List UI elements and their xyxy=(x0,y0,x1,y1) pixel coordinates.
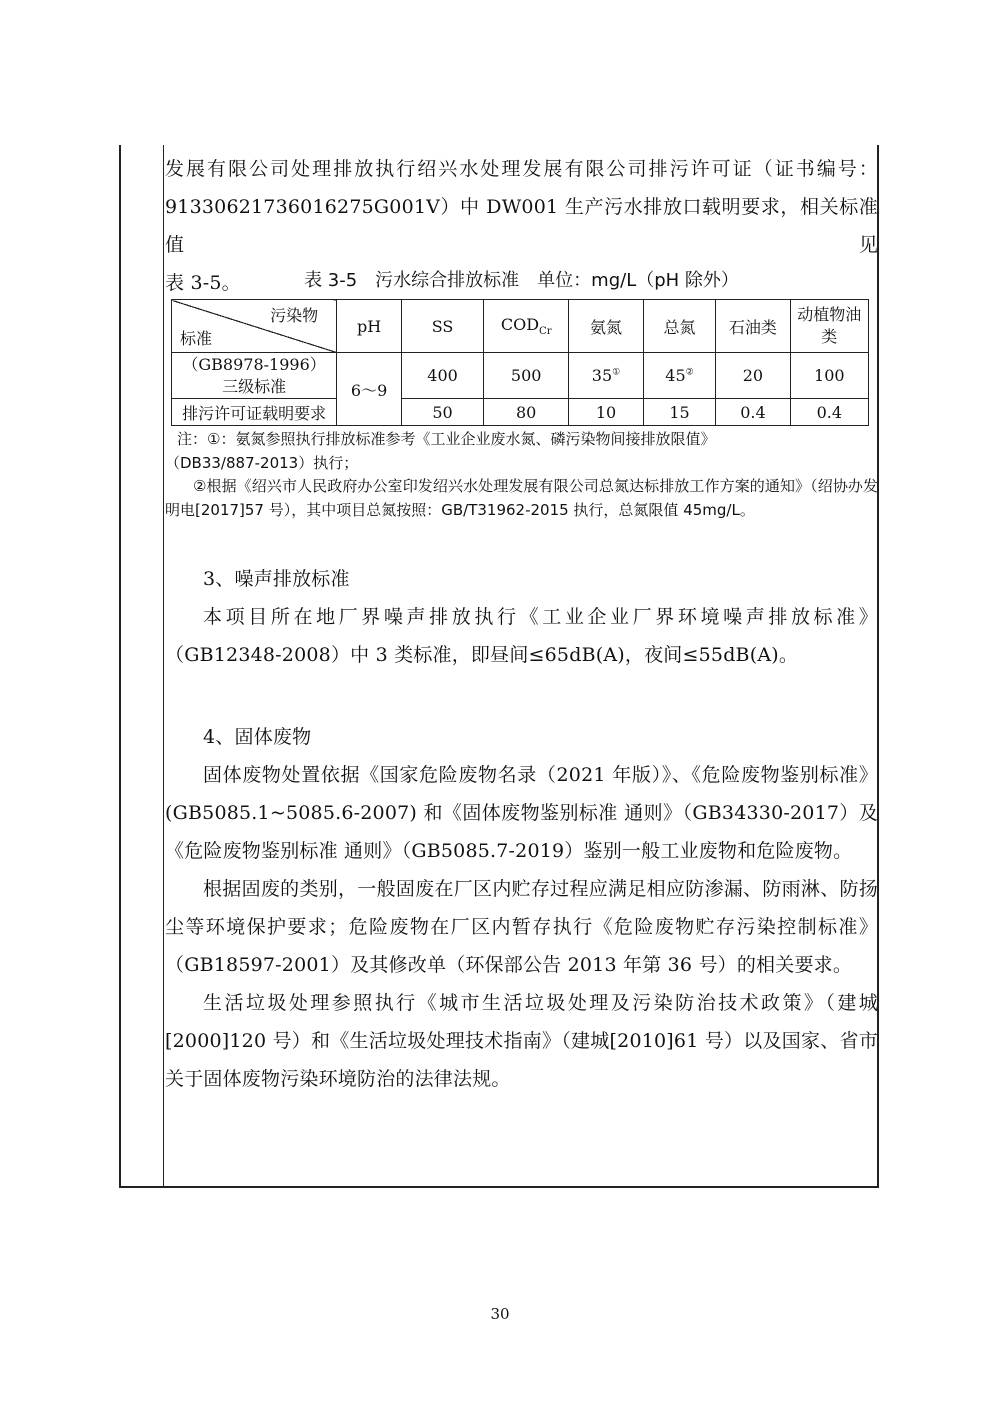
col-cod-label: COD xyxy=(500,314,540,334)
note-1-line-a: 注：①：氨氮参照执行排放标准参考《工业企业废水氮、磷污染物间接排放限值》 xyxy=(177,430,716,448)
note-2: ②根据《绍兴市人民政府办公室印发绍兴水处理发展有限公司总氮达标排放工作方案的通知》（绍协办发明电[2017]57 号），其中项目总氮按照：GB/T31962-2015 执行，总氮限值 45mg/L。 xyxy=(165,477,878,519)
section-solid-waste xyxy=(165,718,878,1098)
intro-line-2: 91330621736016275G001V）中 DW001 生产污水排放口载明要求，相关标准值见 xyxy=(165,196,878,256)
row-standard-name: 排污许可证载明要求 xyxy=(172,399,337,426)
section-4-para-2: 根据固废的类别，一般固废在厂区内贮存过程应满足相应防渗漏、防雨淋、防扬尘等环境保护要求；危险废物在厂区内暂存执行《危险废物贮存污染控制标准》（GB18597-2001）及其修改单（环保部公告 2013 年第 36 号）的相关要求。 xyxy=(165,878,878,976)
row-oil-value: 0.4 xyxy=(716,399,790,426)
section-4-para-3: 生活垃圾处理参照执行《城市生活垃圾处理及污染防治技术政策》（建城[2000]120 号）和《生活垃圾处理技术指南》（建城[2010]61 号）以及国家、省市关于固体废物污染环境防治的法律法规。 xyxy=(165,992,878,1090)
note-mark-1: ① xyxy=(612,367,621,378)
row-tn-value: 15 xyxy=(643,399,716,426)
col-ph: pH xyxy=(337,300,402,353)
wastewater-standard-table xyxy=(171,299,869,426)
section-noise xyxy=(165,560,878,674)
row-nh3-value xyxy=(569,353,643,399)
col-cod xyxy=(484,300,569,353)
col-oil: 石油类 xyxy=(716,300,790,353)
col-animal-oil: 动植物油类 xyxy=(790,300,868,353)
section-3-heading: 3、噪声排放标准 xyxy=(203,568,350,590)
col-cod-sub: Cr xyxy=(539,326,552,338)
col-nh3: 氨氮 xyxy=(569,300,643,353)
section-4-heading: 4、固体废物 xyxy=(203,726,312,748)
col-tn: 总氮 xyxy=(643,300,716,353)
row-ph-value: 6～9 xyxy=(337,353,402,426)
header-pollutant: 污染物 xyxy=(270,306,319,325)
diagonal-header-cell xyxy=(172,300,337,353)
intro-line-3: 表 3-5。 xyxy=(165,272,241,294)
page-number: 30 xyxy=(490,1305,510,1323)
table-notes xyxy=(165,428,878,522)
header-standard: 标准 xyxy=(180,329,213,348)
note-1-line-b: （DB33/887-2013）执行； xyxy=(165,453,359,472)
intro-line-1: 发展有限公司处理排放执行绍兴水处理发展有限公司排污许可证（证书编号： xyxy=(165,158,878,180)
section-3-body: 本项目所在地厂界噪声排放执行《工业企业厂界环境噪声排放标准》（GB12348-2008）中 3 类标准，即昼间≤65dB(A)，夜间≤55dB(A)。 xyxy=(165,606,878,666)
table-caption: 表 3-5 污水综合排放标准 单位：mg/L（pH 除外） xyxy=(304,270,739,291)
row-nh3-value: 10 xyxy=(569,399,643,426)
row-ss-value: 50 xyxy=(401,399,483,426)
table-row xyxy=(172,399,869,426)
row-cod-value: 500 xyxy=(484,353,569,399)
section-4-para-1: 固体废物处置依据《国家危险废物名录（2021 年版）》、《危险废物鉴别标准》(GB5085.1~5085.6-2007) 和《固体废物鉴别标准 通则》（GB34330-2017）及《危险废物鉴别标准 通则》（GB5085.7-2019）鉴别一般工业废物和危险废物。 xyxy=(165,764,878,862)
row-tn-value xyxy=(643,353,716,399)
row-standard-name: （GB8978-1996）三级标准 xyxy=(172,353,337,399)
row-ss-value: 400 xyxy=(401,353,483,399)
row-animal-oil-value: 0.4 xyxy=(790,399,868,426)
tn-value: 45 xyxy=(665,366,686,385)
row-animal-oil-value: 100 xyxy=(790,353,868,399)
col-ss: SS xyxy=(401,300,483,353)
row-cod-value: 80 xyxy=(484,399,569,426)
table-row xyxy=(172,353,869,399)
nh3-value: 35 xyxy=(591,366,613,385)
row-oil-value: 20 xyxy=(716,353,790,399)
frame-divider xyxy=(163,145,164,1186)
table-header-row xyxy=(172,300,869,353)
content-area xyxy=(165,150,878,1090)
note-mark-2: ② xyxy=(685,367,694,378)
